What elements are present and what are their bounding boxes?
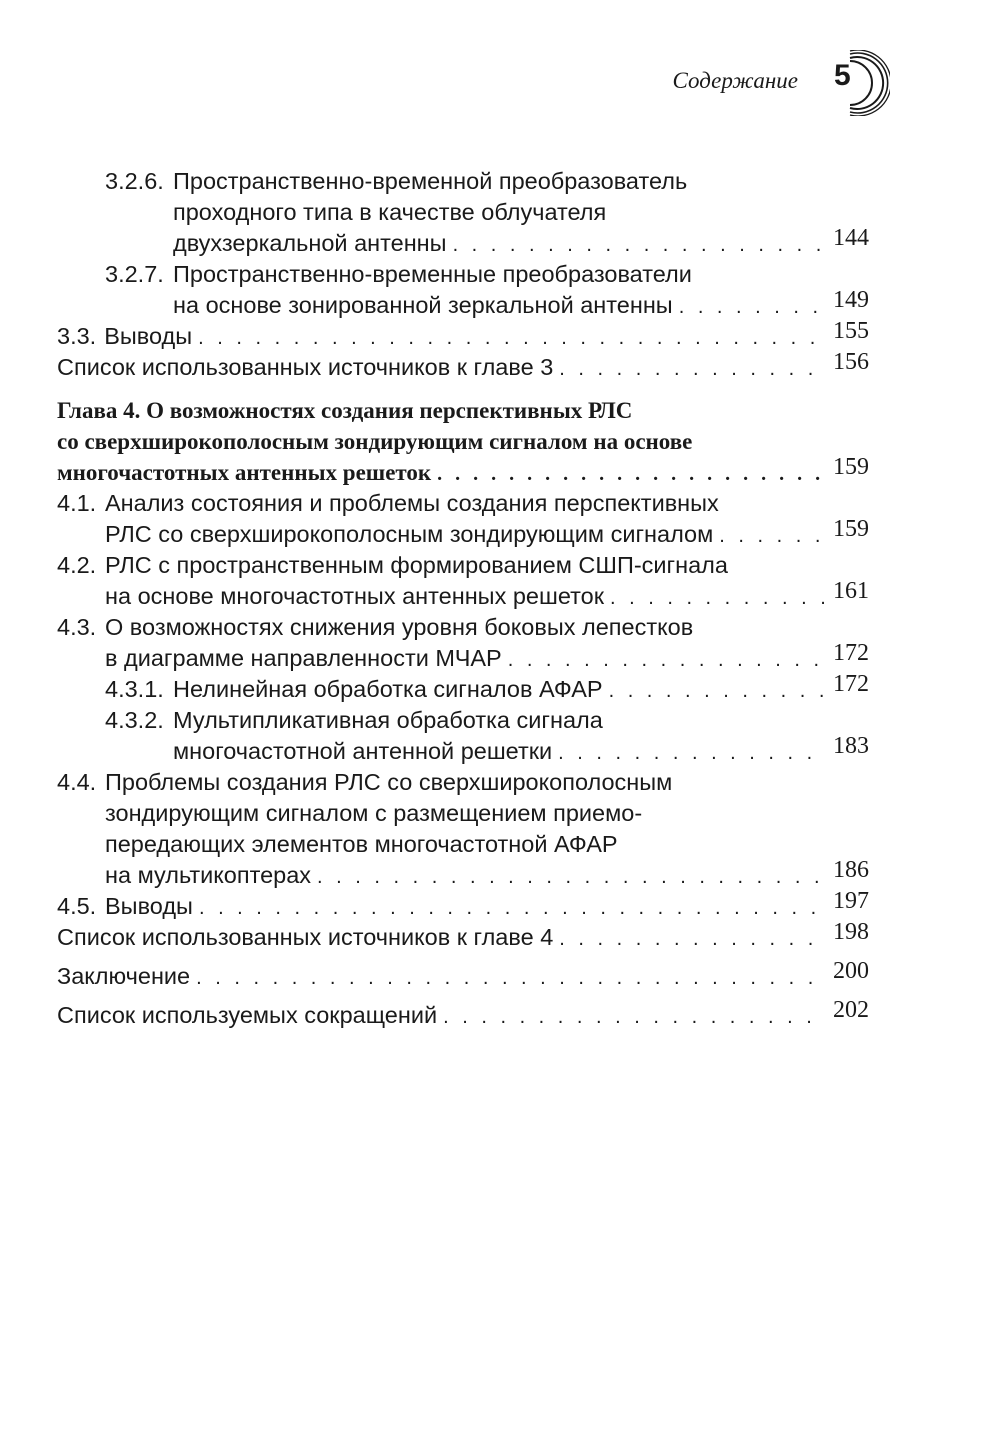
entry-page: 159 bbox=[833, 454, 869, 480]
toc-entry-4-3-1[interactable] bbox=[57, 671, 869, 705]
entry-page: 183 bbox=[833, 733, 869, 759]
entry-page: 200 bbox=[833, 958, 869, 984]
entry-page: 149 bbox=[833, 287, 869, 313]
toc-entry-4-3[interactable] bbox=[57, 612, 869, 674]
toc-entry-4-1[interactable] bbox=[57, 488, 869, 550]
toc-entry-4-3-2[interactable] bbox=[57, 705, 869, 767]
dot-leader bbox=[679, 292, 825, 323]
entry-title-line: многочастотной антенной решетки bbox=[173, 738, 553, 764]
dot-leader bbox=[196, 963, 825, 994]
toc-entry-3-3[interactable] bbox=[57, 318, 869, 352]
dot-leader bbox=[719, 521, 825, 552]
entry-title: Список использованных источников к главе 4 bbox=[57, 924, 554, 950]
chapter-title-line: со сверхширокополосным зондирующим сигналом на основе bbox=[57, 429, 693, 454]
entry-title-line: Проблемы создания РЛС со сверхширокополосным bbox=[105, 769, 673, 795]
entry-page: 202 bbox=[833, 997, 869, 1023]
dot-leader bbox=[559, 924, 825, 955]
entry-page: 172 bbox=[833, 671, 869, 697]
toc-entry-3-2-7[interactable] bbox=[57, 259, 869, 321]
entry-title-line: в диаграмме направленности МЧАР bbox=[105, 645, 502, 671]
entry-number: 4.3.2. bbox=[105, 707, 164, 733]
running-title: Содержание bbox=[672, 68, 798, 93]
entry-title-line: на основе зонированной зеркальной антенны bbox=[173, 292, 673, 318]
page-number-badge bbox=[820, 50, 890, 116]
entry-title: Список использованных источников к главе 3 bbox=[57, 354, 554, 380]
toc-entry-references-ch3[interactable] bbox=[57, 349, 869, 383]
entry-page: 172 bbox=[833, 640, 869, 666]
entry-title-line: зондирующим сигналом с размещением приемо- bbox=[105, 800, 643, 826]
entry-title-line: двухзеркальной антенны bbox=[173, 230, 447, 256]
dot-leader bbox=[443, 1002, 825, 1033]
entry-number: 4.4. bbox=[57, 769, 97, 795]
entry-title-line: РЛС со сверхширокополосным зондирующим сигналом bbox=[105, 521, 714, 547]
entry-title: Список используемых сокращений bbox=[57, 1002, 438, 1028]
entry-title: Выводы bbox=[104, 323, 193, 349]
entry-title-line: проходного типа в качестве облучателя bbox=[173, 199, 607, 225]
entry-title-line: РЛС с пространственным формированием СШП-сигнала bbox=[105, 552, 728, 578]
entry-title-line: на основе многочастотных антенных решеток bbox=[105, 583, 604, 609]
entry-number: 3.2.6. bbox=[105, 168, 164, 194]
concentric-arcs-icon bbox=[820, 50, 890, 116]
toc-entry-chapter-4[interactable] bbox=[57, 395, 869, 488]
toc-entry-4-5[interactable] bbox=[57, 888, 869, 922]
entry-page: 161 bbox=[833, 578, 869, 604]
entry-title: Нелинейная обработка сигналов АФАР bbox=[173, 676, 603, 702]
page-number: 5 bbox=[834, 59, 851, 92]
entry-page: 155 bbox=[833, 318, 869, 344]
chapter-title-line: Глава 4. О возможностях создания перспективных РЛС bbox=[57, 398, 633, 423]
entry-title-line: на мультикоптерах bbox=[105, 862, 312, 888]
entry-title-line: Пространственно-временные преобразователи bbox=[173, 261, 692, 287]
toc-entry-conclusion[interactable] bbox=[57, 958, 869, 992]
entry-number: 4.1. bbox=[57, 490, 97, 516]
entry-page: 186 bbox=[833, 857, 869, 883]
running-head bbox=[560, 58, 890, 108]
dot-leader bbox=[610, 583, 825, 614]
toc-entry-abbreviations[interactable] bbox=[57, 997, 869, 1031]
entry-title-line: передающих элементов многочастотной АФАР bbox=[105, 831, 618, 857]
entry-page: 197 bbox=[833, 888, 869, 914]
dot-leader bbox=[437, 459, 825, 490]
entry-number: 4.2. bbox=[57, 552, 97, 578]
entry-number: 3.2.7. bbox=[105, 261, 164, 287]
entry-title: Заключение bbox=[57, 963, 191, 989]
entry-page: 156 bbox=[833, 349, 869, 375]
table-of-contents bbox=[57, 166, 869, 1031]
dot-leader bbox=[453, 230, 825, 261]
chapter-title-line: многочастотных антенных решеток bbox=[57, 460, 432, 485]
dot-leader bbox=[558, 738, 825, 769]
entry-number: 4.3. bbox=[57, 614, 97, 640]
dot-leader bbox=[198, 323, 825, 354]
entry-page: 198 bbox=[833, 919, 869, 945]
entry-title-line: Мультипликативная обработка сигнала bbox=[173, 707, 603, 733]
toc-entry-references-ch4[interactable] bbox=[57, 919, 869, 953]
toc-entry-3-2-6[interactable] bbox=[57, 166, 869, 259]
entry-page: 159 bbox=[833, 516, 869, 542]
entry-title-line: Анализ состояния и проблемы создания перспективных bbox=[105, 490, 719, 516]
toc-entry-4-4[interactable] bbox=[57, 767, 869, 891]
entry-title-line: Пространственно-временной преобразователь bbox=[173, 168, 688, 194]
entry-number: 4.5. bbox=[57, 893, 97, 919]
entry-number: 4.3.1. bbox=[105, 676, 164, 702]
dot-leader bbox=[317, 862, 825, 893]
dot-leader bbox=[199, 893, 825, 924]
dot-leader bbox=[508, 645, 825, 676]
entry-page: 144 bbox=[833, 225, 869, 251]
entry-number: 3.3. bbox=[57, 323, 97, 349]
dot-leader bbox=[609, 676, 825, 707]
entry-title-line: О возможностях снижения уровня боковых лепестков bbox=[105, 614, 694, 640]
dot-leader bbox=[559, 354, 825, 385]
toc-entry-4-2[interactable] bbox=[57, 550, 869, 612]
entry-title: Выводы bbox=[105, 893, 193, 919]
